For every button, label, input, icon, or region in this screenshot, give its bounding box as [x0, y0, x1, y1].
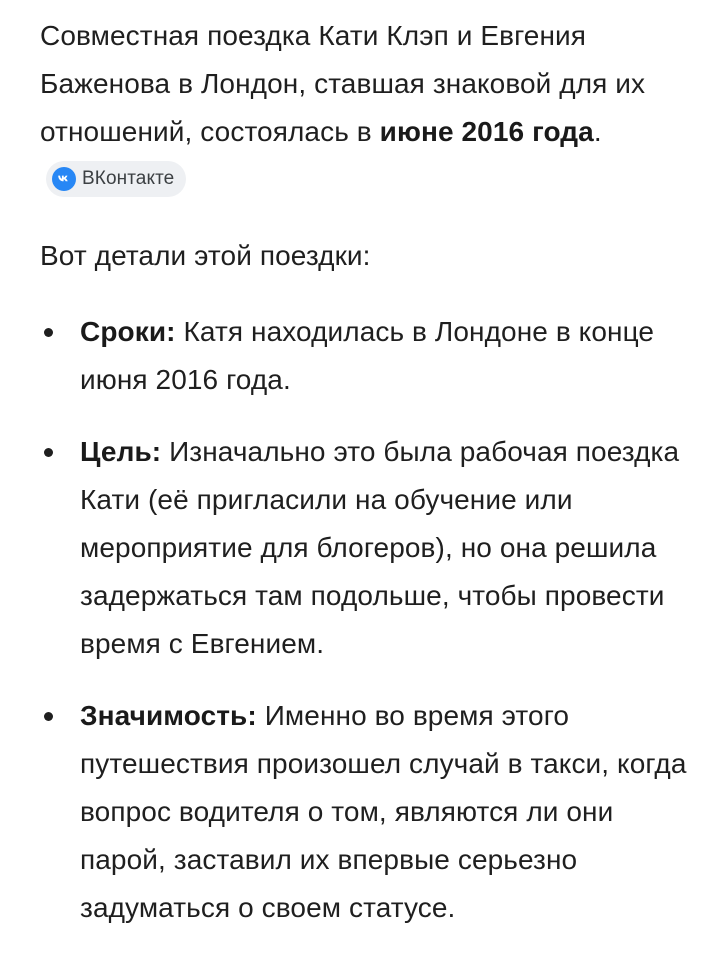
details-list [40, 308, 690, 932]
bullet-dot [44, 448, 53, 457]
vk-logo-icon [52, 167, 76, 191]
item-title: Значимость: [80, 700, 257, 731]
lead-text: Вот детали этой поездки: [40, 240, 371, 271]
source-chip-vk[interactable] [46, 161, 186, 197]
answer-content [40, 12, 690, 956]
intro-highlight: июне 2016 года [379, 116, 594, 147]
bullet-dot [44, 712, 53, 721]
list-item-goal [40, 428, 690, 668]
item-text: Катя находилась в Лондоне в конце июня 2016 года. [80, 316, 655, 395]
bullet-dot [44, 328, 53, 337]
item-text: Изначально это была рабочая поездка Кати (её пригласили на обучение или мероприятие для блогеров), но она решила задержаться там подольше, чтобы провести время с Евгением. [80, 436, 680, 659]
list-item-dates [40, 308, 690, 404]
intro-text: Совместная поездка Кати Клэп и Евгения Баженова в Лондон, ставшая знаковой для их отношений, состоялась в [40, 20, 646, 147]
intro-text-end: . [593, 116, 602, 147]
source-chip-label: ВКонтакте [82, 167, 175, 189]
intro-paragraph [40, 12, 690, 204]
item-title: Сроки: [80, 316, 176, 347]
item-title: Цель: [80, 436, 162, 467]
list-item-significance [40, 692, 690, 932]
item-text: Именно во время этого путешествия произошел случай в такси, когда вопрос водителя о том, являются ли они парой, заставил их впервые серьезно задуматься о своем статусе. [80, 700, 687, 923]
